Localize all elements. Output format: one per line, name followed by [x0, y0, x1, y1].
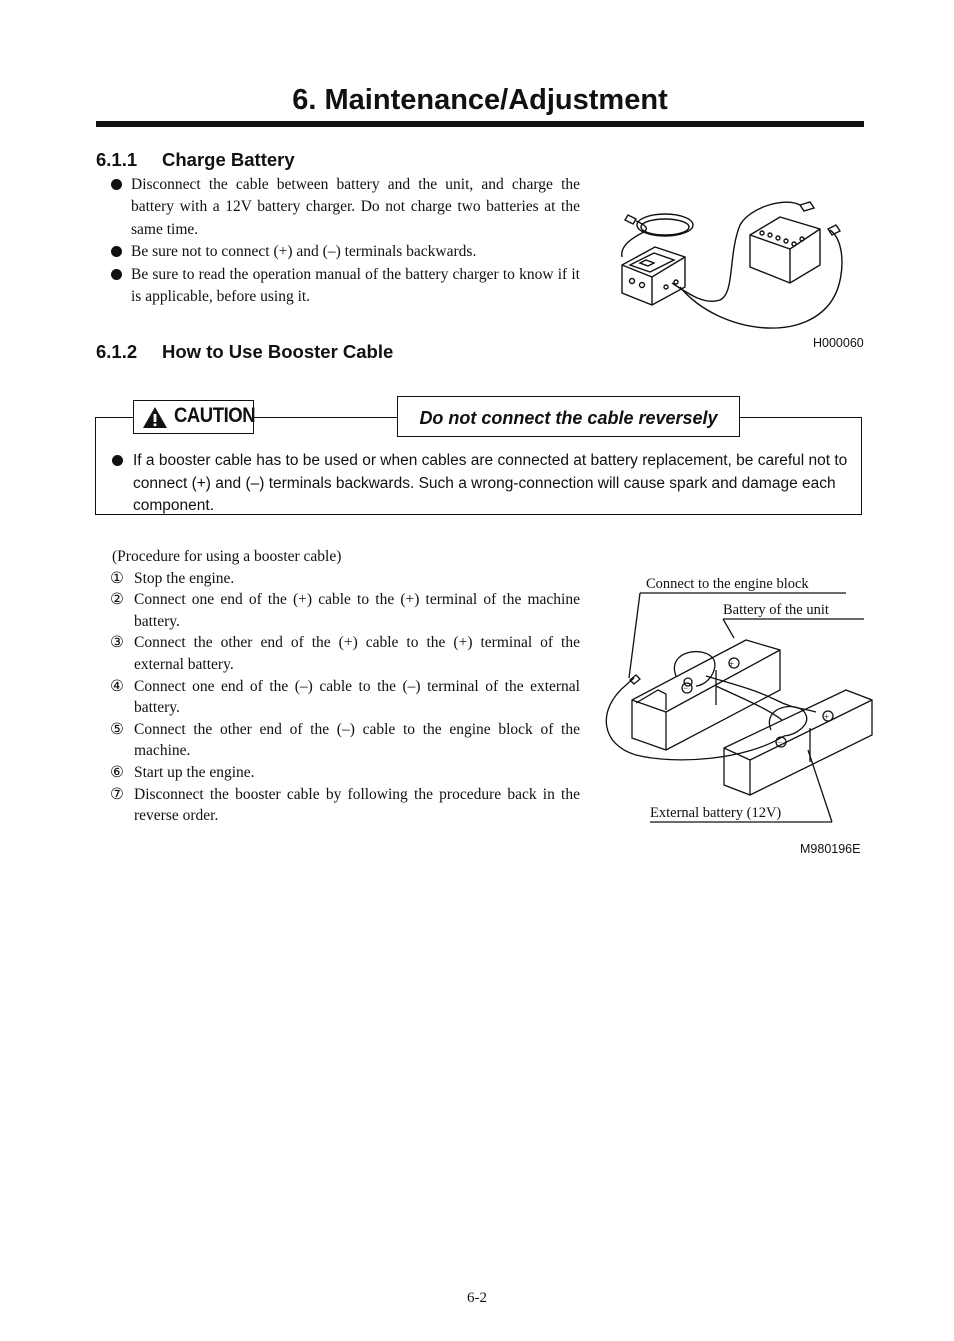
procedure-step — [112, 784, 580, 827]
procedure-step — [112, 632, 580, 675]
bullet-text: Disconnect the cable between battery and the unit, and charge the battery with a 12V battery charger. Do not charge two batteries at the same time. — [131, 176, 580, 238]
step-marker: ⑦ — [110, 785, 124, 803]
step-marker: ③ — [110, 634, 124, 652]
caution-word: CAUTION — [174, 404, 256, 427]
procedure-step — [112, 762, 580, 784]
bullet-text: Be sure not to connect (+) and (–) terminals backwards. — [131, 243, 477, 261]
procedure-list — [112, 546, 580, 827]
procedure-step — [112, 676, 580, 719]
svg-text:+: + — [729, 659, 735, 669]
page-title: 6. Maintenance/Adjustment — [292, 84, 668, 116]
step-text: Connect the other end of the (+) cable to the (+) terminal of the external battery. — [134, 634, 580, 673]
title-rule — [96, 121, 864, 127]
bullet-item — [96, 241, 580, 263]
section-number: 6.1.1 — [96, 149, 138, 170]
caution-title: Do not connect the cable reversely — [419, 408, 718, 428]
procedure-step — [112, 719, 580, 762]
caution-label — [133, 400, 254, 434]
procedure-intro: (Procedure for using a booster cable) — [112, 548, 342, 565]
section-title: How to Use Booster Cable — [162, 341, 394, 362]
section-heading-booster-cable — [96, 341, 393, 363]
figure-code: H000060 — [813, 336, 864, 350]
label-engine-block: Connect to the engine block — [646, 576, 809, 592]
step-text: Connect one end of the (–) cable to the (–) terminal of the external battery. — [134, 677, 580, 717]
step-text: Connect the other end of the (–) cable to the engine block of the machine. — [134, 720, 580, 760]
bullet-item — [96, 174, 580, 241]
bullet-item — [96, 264, 580, 309]
bullet-icon — [111, 179, 122, 190]
svg-text:+: + — [824, 712, 830, 722]
step-text: Stop the engine. — [134, 569, 235, 587]
step-text: Connect one end of the (+) cable to the (+) terminal of the machine battery. — [134, 591, 580, 630]
step-marker: ① — [110, 569, 124, 587]
caution-title-box — [397, 396, 740, 437]
charge-battery-bullets — [96, 174, 580, 308]
bullet-icon — [111, 269, 122, 280]
bullet-icon — [111, 246, 122, 257]
caution-body — [110, 450, 856, 518]
step-marker: ④ — [110, 677, 124, 695]
warning-triangle-icon — [142, 406, 168, 429]
section-heading-charge-battery — [96, 149, 295, 171]
procedure-step — [112, 589, 580, 632]
section-number: 6.1.2 — [96, 341, 138, 362]
step-marker: ⑤ — [110, 720, 124, 738]
svg-text:−: − — [683, 683, 689, 693]
step-text: Start up the engine. — [134, 763, 255, 781]
booster-cable-illustration — [596, 590, 876, 830]
step-text: Disconnect the booster cable by following the procedure back in the reverse order. — [134, 785, 580, 825]
battery-charger-illustration — [610, 195, 850, 345]
page-number: 6-2 — [467, 1290, 487, 1306]
label-unit-battery: Battery of the unit — [723, 602, 829, 618]
figure-code: M980196E — [800, 842, 861, 856]
bullet-icon — [112, 455, 123, 466]
label-external-battery: External battery (12V) — [650, 805, 782, 821]
step-marker: ② — [110, 591, 124, 609]
caution-text: If a booster cable has to be used or when cables are connected at battery replacement, be careful not to connect (+) and (–) terminals backwards. Such a wrong-connection will cause spark and damage each component. — [133, 452, 848, 514]
svg-text:−: − — [777, 737, 783, 747]
bullet-text: Be sure to read the operation manual of the battery charger to know if it is applicable, before using it. — [131, 265, 580, 306]
step-marker: ⑥ — [110, 763, 124, 781]
procedure-step — [112, 568, 580, 590]
section-title: Charge Battery — [162, 149, 295, 170]
